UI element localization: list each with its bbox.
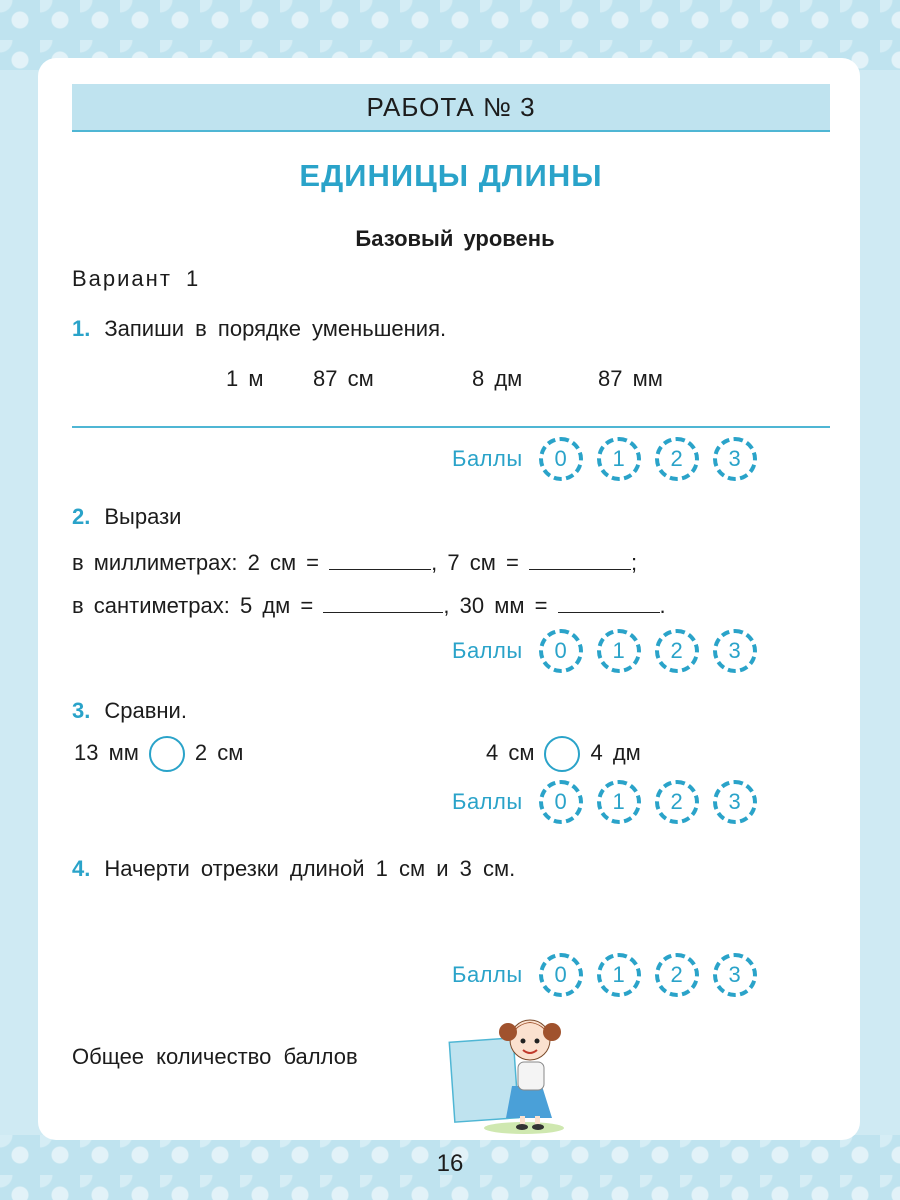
compare-left: 4 см	[486, 739, 535, 765]
task-3-text: Сравни.	[104, 698, 187, 723]
expression: 5 дм =	[239, 593, 314, 618]
task-2-row-1	[72, 547, 637, 576]
task-1-item: 87 см	[313, 366, 374, 391]
score-option-0[interactable]: 0	[539, 629, 583, 673]
variant-label: Вариант 1	[72, 266, 201, 291]
compare-circle[interactable]	[544, 736, 580, 772]
score-row-task-4	[452, 953, 771, 997]
task-2-text: Вырази	[104, 504, 182, 529]
score-option-3[interactable]: 3	[713, 437, 757, 481]
expression: 2 см =	[247, 550, 320, 575]
task-4-text: Начерти отрезки длиной 1 см и 3 см.	[104, 856, 516, 881]
drawing-area[interactable]	[72, 895, 830, 935]
topic-title: ЕДИНИЦЫ ДЛИНЫ	[299, 158, 603, 193]
compare-pair-2	[486, 736, 641, 772]
score-option-0[interactable]: 0	[539, 437, 583, 481]
row-label: в сантиметрах:	[72, 593, 230, 618]
expression: 30 мм =	[459, 593, 548, 618]
score-option-3[interactable]: 3	[713, 629, 757, 673]
score-option-3[interactable]: 3	[713, 953, 757, 997]
divider	[72, 426, 830, 428]
work-title: РАБОТА № 3	[366, 92, 536, 122]
compare-pair-1	[74, 736, 243, 772]
task-1-number: 1.	[72, 316, 91, 341]
row-label: в миллиметрах:	[72, 550, 238, 575]
separator: ;	[630, 550, 638, 575]
task-3-number: 3.	[72, 698, 91, 723]
total-score-label: Общее количество баллов	[72, 1044, 358, 1069]
score-option-1[interactable]: 1	[597, 780, 641, 824]
task-1-item: 1 м	[226, 366, 264, 391]
score-option-3[interactable]: 3	[713, 780, 757, 824]
score-label: Баллы	[452, 446, 523, 471]
compare-left: 13 мм	[74, 739, 139, 765]
answer-blank[interactable]	[529, 547, 631, 570]
task-2-row-2	[72, 590, 666, 619]
score-option-0[interactable]: 0	[539, 953, 583, 997]
compare-right: 4 дм	[590, 739, 641, 765]
score-option-1[interactable]: 1	[597, 437, 641, 481]
score-label: Баллы	[452, 789, 523, 814]
score-option-1[interactable]: 1	[597, 629, 641, 673]
score-row-task-3	[452, 780, 771, 824]
score-option-0[interactable]: 0	[539, 780, 583, 824]
girl-with-sheet-icon	[440, 1000, 580, 1135]
score-row-task-2	[452, 629, 771, 673]
answer-blank[interactable]	[558, 590, 660, 613]
task-4	[72, 856, 515, 882]
score-label: Баллы	[452, 638, 523, 663]
separator: ,	[443, 593, 450, 618]
compare-right: 2 см	[194, 739, 244, 765]
score-option-1[interactable]: 1	[597, 953, 641, 997]
task-2	[72, 504, 181, 530]
separator: .	[659, 593, 666, 618]
score-option-2[interactable]: 2	[655, 629, 699, 673]
answer-blank[interactable]	[323, 590, 443, 613]
score-label: Баллы	[452, 962, 523, 987]
task-4-number: 4.	[72, 856, 91, 881]
task-1-text: Запиши в порядке уменьшения.	[104, 316, 447, 341]
task-1-item: 87 мм	[598, 366, 663, 391]
separator: ,	[431, 550, 438, 575]
answer-blank[interactable]	[329, 547, 431, 570]
score-row-task-1	[452, 437, 771, 481]
task-2-number: 2.	[72, 504, 91, 529]
page-number: 16	[436, 1150, 464, 1177]
score-option-2[interactable]: 2	[655, 437, 699, 481]
task-1	[72, 316, 446, 342]
task-3	[72, 698, 187, 724]
expression: 7 см =	[447, 550, 519, 575]
task-1-item: 8 дм	[472, 366, 523, 391]
level-title: Базовый уровень	[355, 226, 555, 251]
compare-circle[interactable]	[149, 736, 185, 772]
score-option-2[interactable]: 2	[655, 953, 699, 997]
score-option-2[interactable]: 2	[655, 780, 699, 824]
